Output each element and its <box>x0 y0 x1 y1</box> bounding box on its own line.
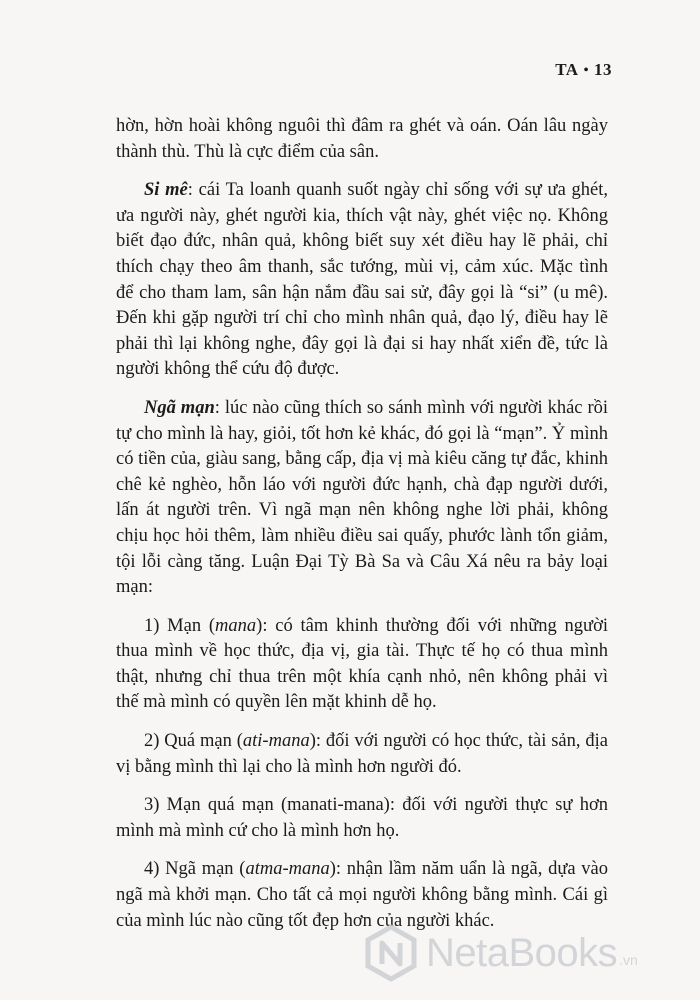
term-si-me: Si mê <box>144 180 188 201</box>
list-item-text: 4) Ngã mạn ( <box>144 859 246 880</box>
list-item-text: ): có tâm khinh thường đối với những người thua mình về học thức, địa vị, gia tài. Thực tế họ có thua mình thật, nhưng chỉ thua trên một khía cạnh nhỏ, nên không phải vì thế mà mình có quyền lên mặt khinh dễ họ. <box>116 615 609 713</box>
paragraph-text: hờn, hờn hoài không nguôi thì đâm ra ghét và oán. Oán lâu ngày thành thù. Thù là cực điểm của sân. <box>116 116 608 162</box>
paragraph-han <box>116 114 608 165</box>
running-title: TA <box>555 60 579 79</box>
list-item-man <box>116 614 608 716</box>
body-text <box>116 114 608 947</box>
term-atma-mana: atma-mana <box>245 859 330 880</box>
page-number: 13 <box>594 60 612 79</box>
term-nga-man: Ngã mạn <box>144 397 215 418</box>
paragraph-text: : lúc nào cũng thích so sánh mình với người khác rồi tự cho mình là hay, giỏi, tốt hơn kẻ khác, đó gọi là “mạn”. Ỷ mình có tiền của, giàu sang, bằng cấp, địa vị mà kiêu căng tự đắc, khinh chê kẻ nghèo, hỗn láo với người đức hạnh, chà đạp người dưới, lấn át người trên. Vì ngã mạn nên không nghe lời phải, không chịu học hỏi thêm, làm nhiều điều sai quấy, phước lành tổn giảm, tội lỗi càng tăng. Luận Đại Tỳ Bà Sa và Câu Xá nêu ra bảy loại mạn: <box>116 397 608 598</box>
term-ati-mana: ati-mana <box>242 731 310 752</box>
watermark-brand: NetaBooks <box>426 930 618 975</box>
list-item-text: ): nhận lầm năm uẩn là ngã, dựa vào ngã mà khởi mạn. Cho tất cả mọi người không bằng mình. Cái gì của mình lúc nào cũng tốt đẹp hơn của người khác. <box>116 859 608 931</box>
list-item-nga-man <box>116 857 608 934</box>
list-item-text: 1) Mạn ( <box>144 615 216 636</box>
netabooks-watermark <box>362 924 638 982</box>
list-item-man-qua-man <box>116 793 608 844</box>
term-mana: mana <box>215 615 257 636</box>
running-header <box>555 60 612 80</box>
list-item-text: ): đối với người có học thức, tài sản, địa vị bằng mình thì lại cho là mình hơn người đó. <box>116 731 608 777</box>
watermark-suffix: .vn <box>619 952 638 968</box>
list-item-qua-man <box>116 729 608 780</box>
paragraph-si-me <box>116 178 608 383</box>
paragraph-text: : cái Ta loanh quanh suốt ngày chỉ sống với sự ưa ghét, ưa người này, ghét người kia, thích vật này, ghét việc nọ. Không biết đạo đức, nhân quả, không biết suy xét điều hay lẽ phải, chỉ thích chạy theo âm thanh, sắc tướng, mùi vị, cảm xúc. Mặc tình để cho tham lam, sân hận nắm đầu sai sử, đây gọi là “si” (u mê). Đến khi gặp người trí chỉ cho mình nhân quả, đạo lý, điều hay lẽ phải thì lại không nghe, đây gọi là đại si hay nhất xiển đề, tức là người không thể cứu độ được. <box>116 180 609 380</box>
list-item-text: 3) Mạn quá mạn (manati-mana): đối với người thực sự hơn mình mà mình cứ cho là mình hơn họ. <box>116 795 608 841</box>
netabooks-logo-icon <box>362 924 420 982</box>
paragraph-nga-man <box>116 396 608 601</box>
list-item-text: 2) Quá mạn ( <box>144 731 243 752</box>
header-separator: • <box>583 63 589 78</box>
